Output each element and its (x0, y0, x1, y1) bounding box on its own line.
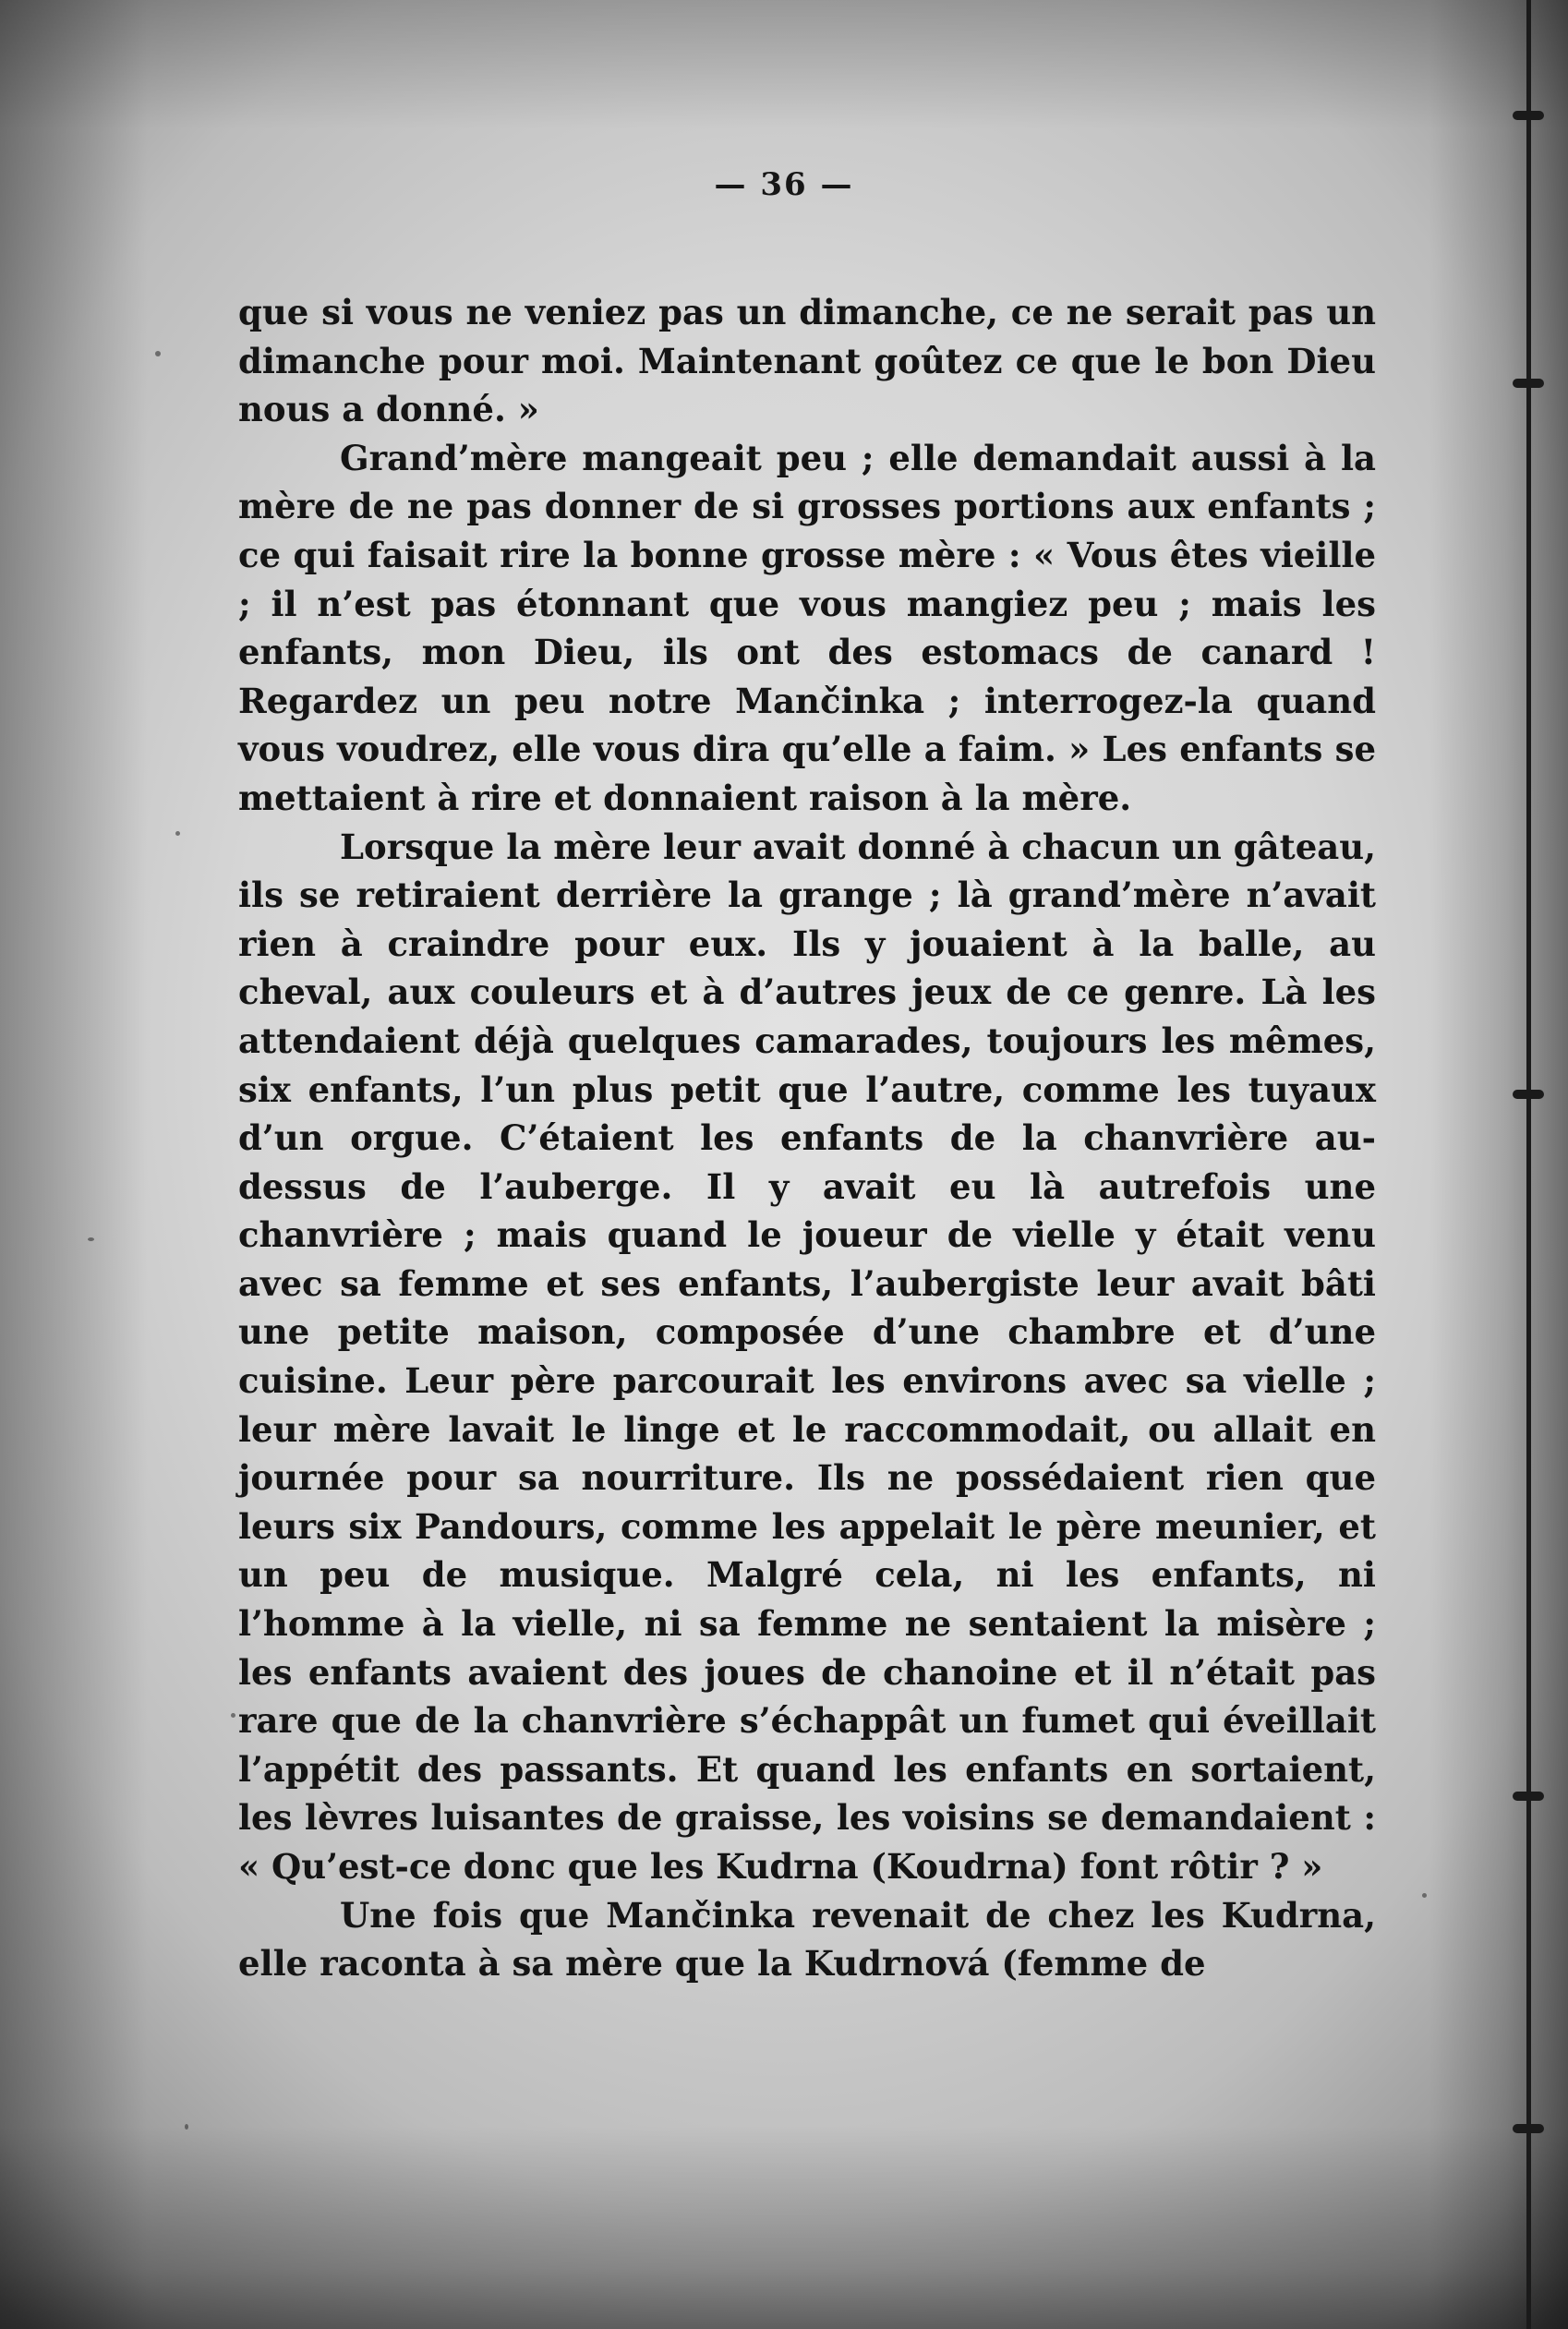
paragraph-3: Lorsque la mère leur avait donné à chacun un gâteau, ils se retiraient derrière la grange ; là grand’mère n’avait rien à craindre pour eux. Ils y jouaient à la balle, au cheval, aux couleurs et à d’autres jeux de ce genre. Là les attendaient déjà quelques camarades, toujours les mêmes, six enfants, l’un plus petit que l’autre, comme les tuyaux d’un orgue. C’étaient les enfants de la chanvrière au-dessus de l’auberge. Il y avait eu là autrefois une chanvrière ; mais quand le joueur de vielle y était venu avec sa femme et ses enfants, l’aubergiste leur avait bâti une petite maison, composée d’une chambre et d’une cuisine. Leur père parcourait les environs avec sa vielle ; leur mère lavait le linge et le raccommodait, ou allait en journée pour sa nourriture. Ils ne possédaient rien que leurs six Pandours, comme les appelait le père meunier, et un peu de musique. Malgré cela, ni les enfants, ni l’homme à la vielle, ni sa femme ne sentaient la misère ; les enfants avaient des joues de chanoine et il n’était pas rare que de la chanvrière s’échappât un fumet qui éveillait l’appétit des passants. Et quand les enfants en sortaient, les lèvres luisantes de graisse, les voisins se demandaient : « Qu’est-ce donc que les Kudrna (Koudrna) font rôtir ? » (238, 826, 1376, 1887)
binding-tick (1513, 1792, 1544, 1801)
scan-speck (175, 831, 180, 836)
paragraph-1: que si vous ne veniez pas un dimanche, ce ne serait pas un dimanche pour moi. Maintenant goûtez ce que le bon Dieu nous a donné. » (238, 292, 1376, 430)
binding-tick (1513, 111, 1544, 120)
page-right-shadow (1429, 0, 1568, 2329)
scan-speck (231, 1713, 235, 1718)
page-number: — 36 — (714, 166, 854, 203)
scan-speck (1422, 1893, 1427, 1898)
paragraph-4: Une fois que Mančinka revenait de chez les Kudrna, elle raconta à sa mère que la Kudrnová (femme de (238, 1894, 1376, 1985)
page-top-shadow (0, 0, 1568, 129)
scan-speck (155, 351, 161, 356)
binding-tick (1513, 2124, 1544, 2133)
binding-tick (1513, 379, 1544, 388)
scan-speck (88, 1237, 94, 1241)
page-bottom-shadow (0, 2126, 1568, 2329)
page-left-shadow (0, 0, 148, 2329)
scan-speck (185, 2124, 188, 2130)
binding-tick (1513, 1090, 1544, 1099)
binding-edge-line (1526, 0, 1531, 2329)
body-text (238, 288, 1376, 1988)
paragraph-2: Grand’mère mangeait peu ; elle demandait aussi à la mère de ne pas donner de si grosses portions aux enfants ; ce qui faisait rire la bonne grosse mère : « Vous êtes vieille ; il n’est pas étonnant que vous mangiez peu ; mais les enfants, mon Dieu, ils ont des estomacs de canard ! Regardez un peu notre Mančinka ; interrogez-la quand vous voudrez, elle vous dira qu’elle a faim. » Les enfants se mettaient à rire et donnaient raison à la mère. (238, 437, 1376, 818)
